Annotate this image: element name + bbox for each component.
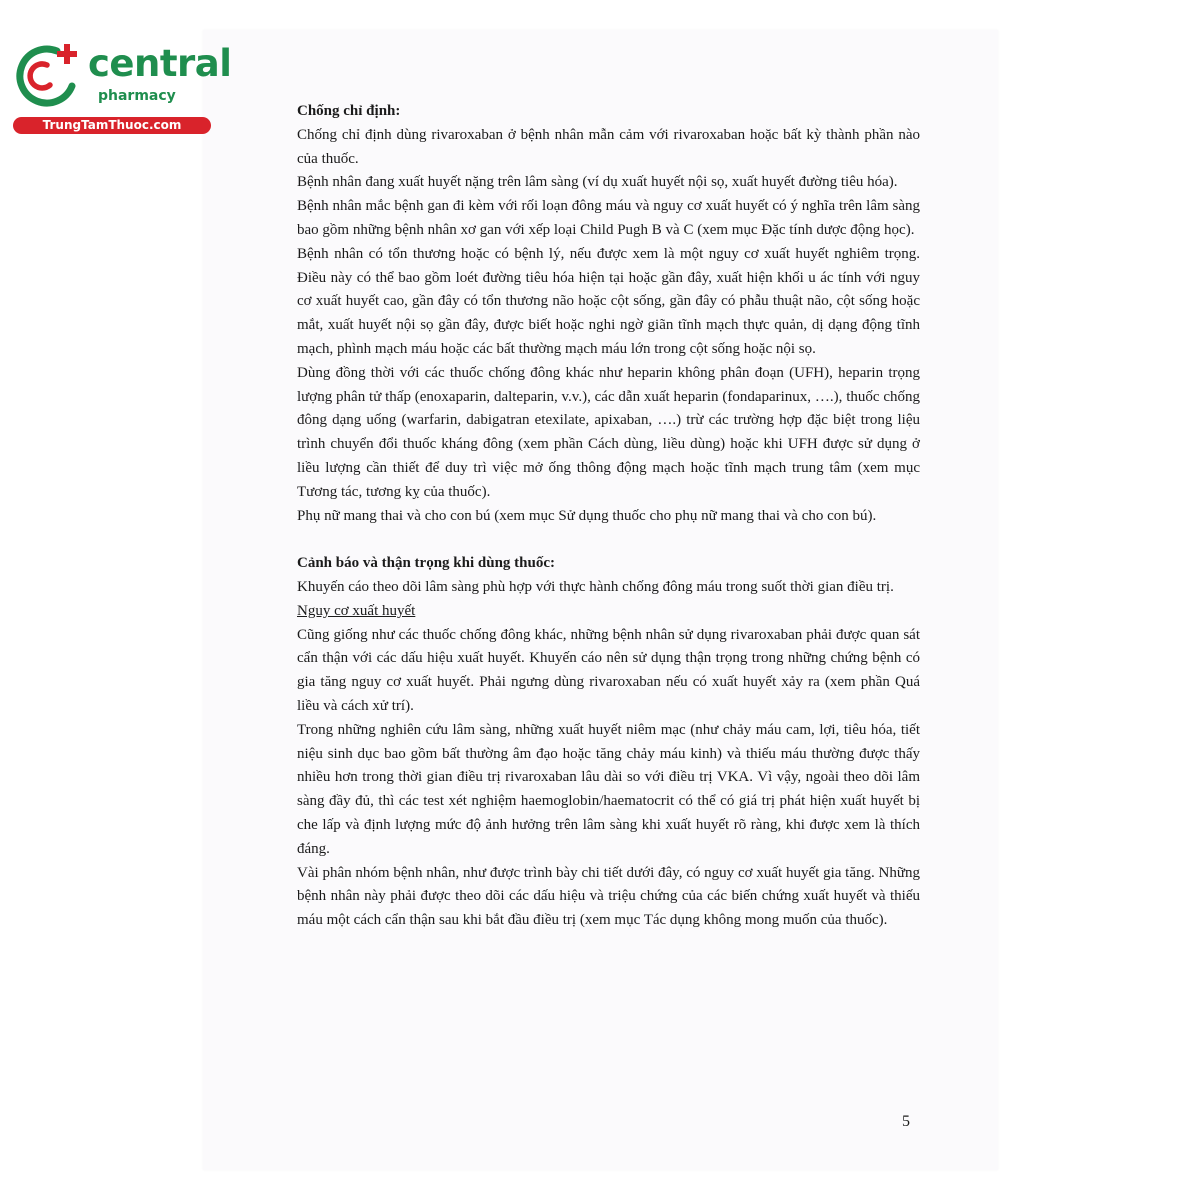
document-body: [297, 100, 920, 933]
brand-tagline: pharmacy: [98, 88, 176, 104]
page-number: 5: [902, 1113, 910, 1130]
warning-paragraph: Trong những nghiên cứu lâm sàng, những xuất huyết niêm mạc (như chảy máu cam, lợi, tiêu hóa, tiết niệu sinh dục bao gồm bất thường âm đạo hoặc tăng chảy máu kinh) và thiếu máu thường được thấy nhiều hơn trong thời gian điều trị rivaroxaban lâu dài so với điều trị VKA. Vì vậy, ngoài theo dõi lâm sàng đầy đủ, thì các test xét nghiệm haemoglobin/haematocrit có thể có giá trị phát hiện xuất huyết bị che lấp và định lượng mức độ ảnh hưởng trên lâm sàng khi xuất huyết rõ ràng, khi được xem là thích đáng.: [297, 721, 920, 857]
warning-paragraph: Cũng giống như các thuốc chống đông khác, những bệnh nhân sử dụng rivaroxaban phải được quan sát cẩn thận với các dấu hiệu xuất huyết. Khuyến cáo nên sử dụng thận trọng trong những chứng bệnh có gia tăng nguy cơ xuất huyết. Phải ngưng dùng rivaroxaban nếu có xuất huyết xảy ra (xem phần Quá liều và cách xử trí).: [297, 626, 920, 714]
contraindication-paragraph: Bệnh nhân đang xuất huyết nặng trên lâm sàng (ví dụ xuất huyết nội sọ, xuất huyết đường tiêu hóa).: [297, 174, 898, 191]
brand-website-link[interactable]: TrungTamThuoc.com: [13, 117, 211, 134]
central-pharmacy-logo-icon: [10, 38, 90, 108]
contraindications-heading: Chống chỉ định:: [297, 103, 401, 119]
warnings-intro: Khuyến cáo theo dõi lâm sàng phù hợp với thực hành chống đông máu trong suốt thời gian điều trị.: [297, 578, 894, 595]
section-spacer: [297, 528, 920, 552]
brand-name: central: [88, 42, 232, 85]
contraindication-paragraph: Phụ nữ mang thai và cho con bú (xem mục Sử dụng thuốc cho phụ nữ mang thai và cho con bú).: [297, 507, 877, 524]
warning-paragraph: Vài phân nhóm bệnh nhân, như được trình bày chi tiết dưới đây, có nguy cơ xuất huyết gia tăng. Những bệnh nhân này phải được theo dõi các dấu hiệu và triệu chứng của các biến chứng xuất huyết và thiếu máu một cách cẩn thận sau khi bắt đầu điều trị (xem mục Tác dụng không mong muốn của thuốc).: [297, 864, 920, 929]
contraindication-paragraph: Bệnh nhân có tổn thương hoặc có bệnh lý, nếu được xem là một nguy cơ xuất huyết nghiêm trọng. Điều này có thể bao gồm loét đường tiêu hóa hiện tại hoặc gần đây, xuất hiện khối u ác tính với nguy cơ xuất huyết cao, gần đây có tổn thương não hoặc cột sống, gần đây có phẫu thuật não, cột sống hoặc mắt, xuất huyết nội sọ gần đây, được biết hoặc nghi ngờ giãn tĩnh mạch thực quản, dị dạng động tĩnh mạch, phình mạch máu hoặc các bất thường mạch máu lớn trong cột sống hoặc nội sọ.: [297, 245, 920, 357]
warnings-heading: Cảnh báo và thận trọng khi dùng thuốc:: [297, 555, 555, 572]
brand-logo[interactable]: [10, 38, 232, 136]
bleeding-risk-subheading: Nguy cơ xuất huyết: [297, 602, 416, 619]
contraindication-paragraph: Chống chỉ định dùng rivaroxaban ở bệnh nhân mẫn cảm với rivaroxaban hoặc bất kỳ thành phần nào của thuốc.: [297, 126, 920, 167]
contraindication-paragraph: Dùng đồng thời với các thuốc chống đông khác như heparin không phân đoạn (UFH), heparin trọng lượng phân tử thấp (enoxaparin, dalteparin, v.v.), các dẫn xuất heparin (fondaparinux, ….), thuốc chống đông dạng uống (warfarin, dabigatran etexilate, apixaban, ….) trừ các trường hợp đặc biệt trong liệu trình chuyển đổi thuốc kháng đông (xem phần Cách dùng, liều dùng) hoặc khi UFH được sử dụng ở liều lượng cần thiết để duy trì việc mở ống thông động mạch hoặc tĩnh mạch trung tâm (xem mục Tương tác, tương kỵ của thuốc).: [297, 364, 920, 500]
contraindication-paragraph: Bệnh nhân mắc bệnh gan đi kèm với rối loạn đông máu và nguy cơ xuất huyết có ý nghĩa trên lâm sàng bao gồm những bệnh nhân xơ gan với xếp loại Child Pugh B và C (xem mục Đặc tính dược động học).: [297, 198, 920, 238]
